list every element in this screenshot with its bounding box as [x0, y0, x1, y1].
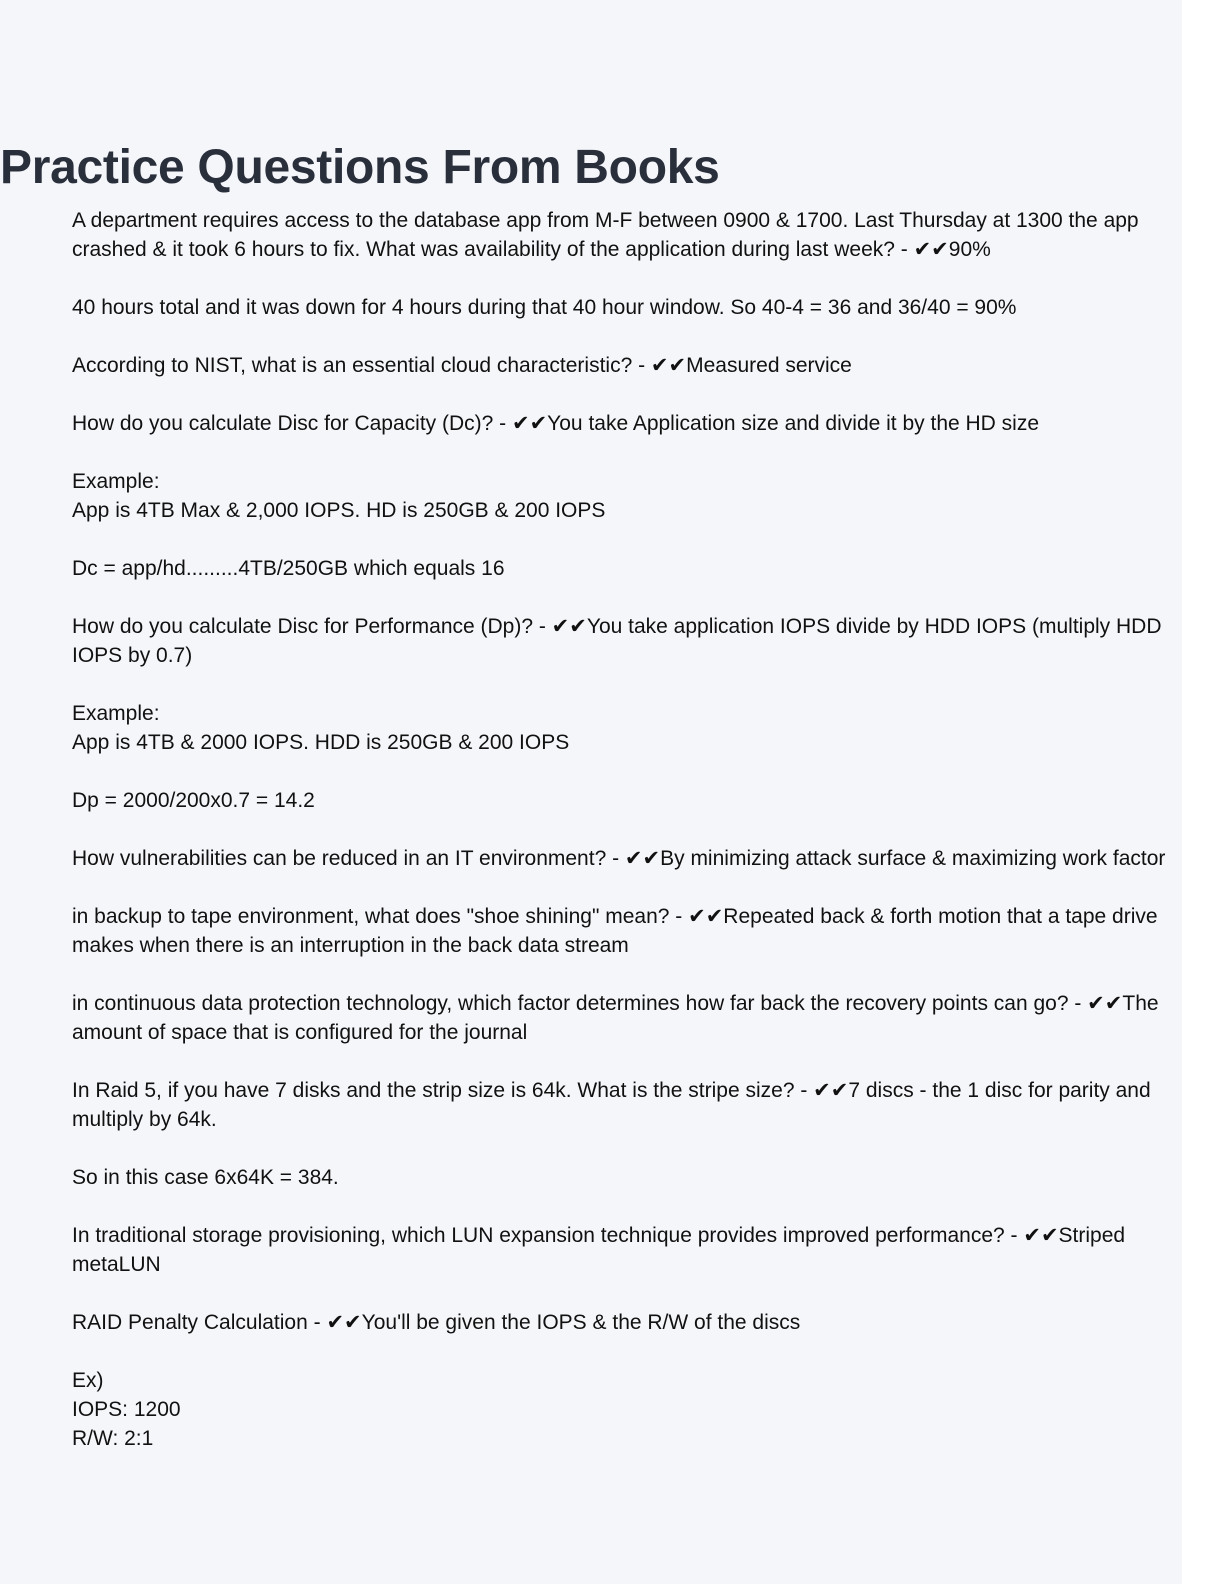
- example-rw-line: R/W: 2:1: [72, 1427, 154, 1450]
- question-disc-performance: How do you calculate Disc for Performance (Dp)? - ✔✔You take application IOPS divide by HDD IOPS (multiply HDD IOPS by 0.7): [72, 615, 1162, 667]
- example-iops-line: IOPS: 1200: [72, 1398, 181, 1421]
- example-capacity-line: App is 4TB Max & 2,000 IOPS. HD is 250GB & 200 IOPS: [72, 499, 606, 522]
- answer-explanation-availability: 40 hours total and it was down for 4 hours during that 40 hour window. So 40-4 = 36 and 36/40 = 90%: [72, 296, 1017, 319]
- question-raid5-stripe: In Raid 5, if you have 7 disks and the strip size is 64k. What is the stripe size? - ✔✔7 discs - the 1 disc for parity and multiply by 64k.: [72, 1079, 1151, 1131]
- raid5-stripe-explanation: So in this case 6x64K = 384.: [72, 1166, 339, 1189]
- question-raid-penalty: RAID Penalty Calculation - ✔✔You'll be given the IOPS & the R/W of the discs: [72, 1311, 801, 1334]
- example-performance-line: App is 4TB & 2000 IOPS. HDD is 250GB & 200 IOPS: [72, 731, 570, 754]
- page-title: Practice Questions From Books: [0, 141, 720, 194]
- example-capacity-formula: Dc = app/hd.........4TB/250GB which equals 16: [72, 557, 505, 580]
- question-disc-capacity: How do you calculate Disc for Capacity (Dc)? - ✔✔You take Application size and divide it by the HD size: [72, 412, 1040, 435]
- example-label: Example:: [72, 702, 160, 725]
- question-lun-expansion: In traditional storage provisioning, which LUN expansion technique provides improved performance? - ✔✔Striped metaLUN: [72, 1224, 1126, 1276]
- question-availability: A department requires access to the database app from M-F between 0900 & 1700. Last Thursday at 1300 the app crashed & it took 6 hours to fix. What was availability of the application during last week? - ✔✔90%: [72, 209, 1139, 261]
- question-shoe-shining: in backup to tape environment, what does "shoe shining" mean? - ✔✔Repeated back & forth motion that a tape drive makes when there is an interruption in the back data stream: [72, 905, 1158, 957]
- example-label: Ex): [72, 1369, 104, 1392]
- question-cdp-recovery: in continuous data protection technology, which factor determines how far back the recovery points can go? - ✔✔The amount of space that is configured for the journal: [72, 992, 1159, 1044]
- example-label: Example:: [72, 470, 160, 493]
- example-performance-formula: Dp = 2000/200x0.7 = 14.2: [72, 789, 315, 812]
- question-nist-cloud: According to NIST, what is an essential cloud characteristic? - ✔✔Measured service: [72, 354, 852, 377]
- question-vulnerabilities: How vulnerabilities can be reduced in an IT environment? - ✔✔By minimizing attack surface & maximizing work factor: [72, 847, 1166, 870]
- document-body: [72, 206, 1182, 1482]
